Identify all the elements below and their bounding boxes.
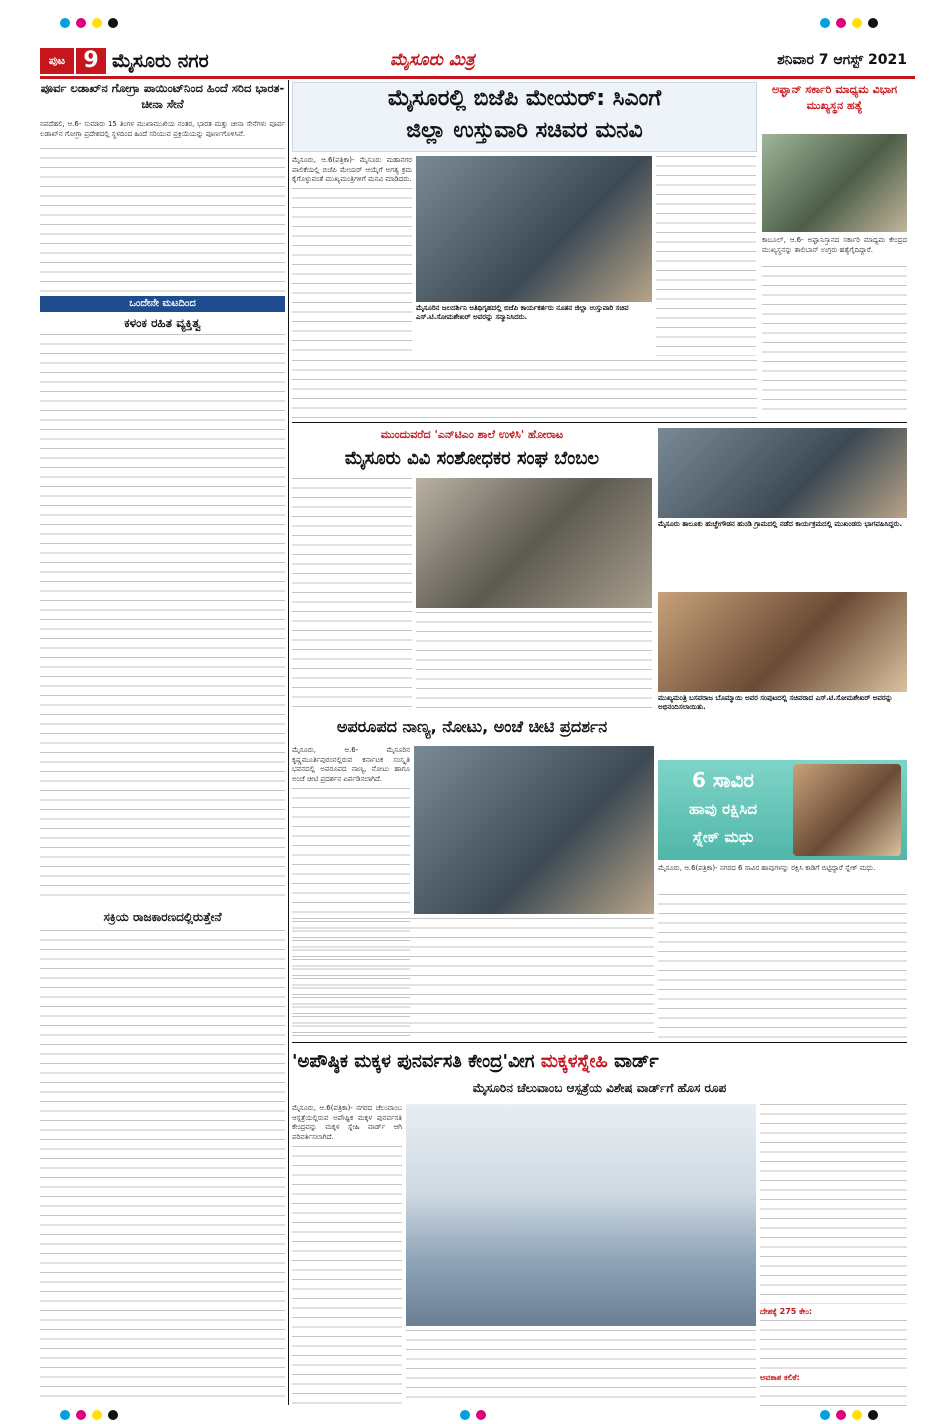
- bottom-headline-part-2: ಮಕ್ಕಳಸ್ನೇಹಿ: [540, 1051, 608, 1072]
- lead-body-col-1: [292, 188, 412, 356]
- column-divider: [288, 80, 289, 1405]
- researchers-kicker: ಮುಂದುವರೆದ 'ಎನ್‌ಟಿಎಂ ಶಾಲೆ ಉಳಿಸಿ' ಹೋರಾಟ: [380, 428, 564, 441]
- village-photo-caption: ಮೈಸೂರು ತಾಲೂಕು ಹುಚ್ಚೇಗೌಡನ ಹುಂಡಿ ಗ್ರಾಮದಲ್ಲಿ ನಡೆದ ಕಾರ್ಯಕ್ರಮದಲ್ಲಿ ಮುಖಂಡರು ಭಾಗವಹಿಸಿದ್ದರು.: [658, 520, 903, 528]
- magenta-mark: [476, 1410, 486, 1420]
- lead-dateline: ಮೈಸೂರು, ಆ.6(ಪತ್ರಿಕಾ)- ಮೈಸೂರು ಮಹಾನಗರ ಪಾಲಿಕೆಯಲ್ಲಿ ಬಿಜೆಪಿ ಮೇಯರ್ ಆಯ್ಕೆಗೆ ಅಗತ್ಯ ಕ್ರಮ ಕೈಗೊಳ್ಳುವಂತೆ ಮುಖ್ಯಮಂತ್ರಿಗಳಿಗೆ ಮನವಿ ಮಾಡಿದರು.: [292, 156, 412, 183]
- village-event-photo: [658, 428, 907, 518]
- issue-date: ಶನಿವಾರ 7 ಆಗಸ್ಟ್ 2021: [777, 52, 907, 68]
- paper-logo: ಮೈಸೂರು ಮಿತ್ರ: [390, 50, 475, 70]
- protest-photo: [416, 478, 652, 608]
- sidebar-body: [762, 266, 907, 418]
- cyan-mark: [460, 1410, 470, 1420]
- lead-body-col-3: [656, 156, 756, 356]
- bottom-body-col-3: [760, 1104, 907, 1304]
- page-tag: ಪುಟ: [40, 48, 74, 74]
- header-rule: [40, 76, 915, 79]
- bottom-box-label: [760, 1306, 907, 1318]
- registration-marks: [0, 0, 945, 40]
- lead-headline-line-1: ಮೈಸೂರಲ್ಲಿ ಬಿಜೆಪಿ ಮೇಯರ್: ಸಿಎಂಗೆ: [387, 86, 662, 111]
- bottom-body-col-1: [292, 1146, 402, 1406]
- bottom-headline-part-1: 'ಅಪೌಷ್ಠಿಕ ಮಕ್ಕಳ ಪುನರ್ವಸತಿ ಕೇಂದ್ರ'ವೀಗ: [292, 1051, 535, 1072]
- cyan-mark: [60, 1410, 70, 1420]
- snake-headline-2: ಹಾವು ರಕ್ಷಿಸಿದ: [688, 800, 758, 818]
- bottom-body-col-3b: [760, 1320, 907, 1370]
- section-title: ಮೈಸೂರು ನಗರ: [112, 50, 209, 72]
- exhibition-photo: [414, 746, 654, 914]
- box-label: ದೇಶಕ್ಕೆ 275 ಕೇಂ:: [760, 1307, 813, 1316]
- column-body-text: [40, 334, 285, 904]
- black-mark: [868, 18, 878, 28]
- bottom-subhead: ಮೈಸೂರಿನ ಚೆಲುವಾಂಬ ಆಸ್ಪತ್ರೆಯ ವಿಶೇಷ ವಾರ್ಡ್‌ಗೆ ಹೊಸ ರೂಪ: [472, 1081, 727, 1095]
- left-continuation-text: [40, 930, 285, 1405]
- page-number: 9: [76, 48, 106, 74]
- researchers-headline: ಮೈಸೂರು ವಿವಿ ಸಂಶೋಧಕರ ಸಂಘ ಬೆಂಬಲ: [344, 448, 600, 469]
- cyan-mark: [820, 18, 830, 28]
- sub-title: ಸಕ್ರಿಯ ರಾಜಕಾರಣದಲ್ಲಿರುತ್ತೇನೆ: [103, 910, 222, 924]
- yellow-mark: [852, 18, 862, 28]
- bottom-headline-part-3: ವಾರ್ಡ್: [614, 1051, 659, 1072]
- felicitation-photo: [658, 592, 907, 692]
- left-body-text: [40, 148, 285, 294]
- yellow-mark: [92, 1410, 102, 1420]
- bottom-dateline: ಮೈಸೂರು, ಆ.6(ಪತ್ರಿಕಾ)- ನಗರದ ಚೆಲುವಾಂಬ ಆಸ್ಪತ್ರೆಯಲ್ಲಿರುವ ಅಪೌಷ್ಟಿಕ ಮಕ್ಕಳ ಪುನರ್ವಸತಿ ಕೇಂದ್ರವನ್ನು ಮಕ್ಕಳ ಸ್ನೇಹಿ ವಾರ್ಡ್ ಆಗಿ ಪರಿವರ್ತಿಸಲಾಗಿದೆ.: [292, 1104, 402, 1141]
- cyan-mark: [60, 18, 70, 28]
- lead-body-bottom: [292, 360, 757, 418]
- snake-header-box: [658, 760, 907, 860]
- lead-headline-box: [292, 82, 757, 152]
- bottom-side-label: [760, 1372, 907, 1384]
- black-mark: [108, 1410, 118, 1420]
- exhibition-headline: ಅಪರೂಪದ ನಾಣ್ಯ, ನೋಟು, ಅಂಚೆ ಚೀಟಿ ಪ್ರದರ್ಶನ: [336, 717, 608, 736]
- sidebar-headline: ಅಫ್ಘಾನ್ ಸರ್ಕಾರಿ ಮಾಧ್ಯಮ ವಿಭಾಗ ಮುಖ್ಯಸ್ಥನ ಹತ್ಯೆ: [771, 83, 898, 112]
- side-label: ಅವಕಾಶ ಕಲಿಕೆ:: [760, 1373, 800, 1382]
- bottom-registration-marks: [0, 1408, 945, 1424]
- bottom-section-divider: [292, 1042, 907, 1043]
- cyan-mark: [820, 1410, 830, 1420]
- mayor-meeting-photo: [416, 156, 652, 302]
- lead-photo-caption: ಮೈಸೂರಿನ ಜಲದರ್ಶಿನಿ ಅತಿಥಿಗೃಹದಲ್ಲಿ ಬಿಜೆಪಿ ಕಾರ್ಯಕರ್ತರು ನೂತನ ಜಿಲ್ಲಾ ಉಸ್ತುವಾರಿ ಸಚಿವ ಎಸ್.ಟಿ.ಸೋಮಶೇಖರ್ ಅವರನ್ನು ಸನ್ಮಾನಿಸಿದರು.: [416, 304, 629, 321]
- snake-body: [658, 894, 907, 1038]
- snake-madhu-photo: [793, 764, 901, 856]
- page-header: [40, 48, 915, 76]
- yellow-mark: [92, 18, 102, 28]
- black-mark: [108, 18, 118, 28]
- magenta-mark: [836, 1410, 846, 1420]
- bottom-body-col-3c: [760, 1386, 907, 1406]
- bottom-body-col-2: [406, 1330, 756, 1406]
- lead-headline-line-2: ಜಿಲ್ಲಾ ಉಸ್ತುವಾರಿ ಸಚಿವರ ಮನವಿ: [406, 118, 643, 143]
- felicitation-photo-caption: ಮುಖ್ಯಮಂತ್ರಿ ಬಸವರಾಜ ಬೊಮ್ಮಾಯಿ ಅವರ ಸಂಪುಟದಲ್ಲಿ ಸಚಿವರಾದ ಎಸ್.ಟಿ.ಸೋಮಶೇಖರ್ ಅವರನ್ನು ಅಭಿನಂದಿಸಲಾಯಿತು.: [658, 694, 893, 711]
- sidebar-dateline: ಕಾಬೂಲ್, ಆ.6- ಅಫ್ಘಾನಿಸ್ತಾನದ ಸರ್ಕಾರಿ ಮಾಧ್ಯಮ ಕೇಂದ್ರದ ಮುಖ್ಯಸ್ಥನನ್ನು ತಾಲಿಬಾನ್ ಉಗ್ರರು ಹತ್ಯೆಗೈದಿದ್ದಾರೆ.: [762, 236, 907, 254]
- taliban-photo: [762, 134, 907, 232]
- exhibition-dateline: ಮೈಸೂರು, ಆ.6- ಮೈಸೂರಿನ ಕೃಷ್ಣಮೂರ್ತಿಪುರಂನಲ್ಲಿರುವ ಕರ್ನಾಟಕ ಸಂಸ್ಕೃತಿ ಭವನದಲ್ಲಿ ಅಪರೂಪದ ನಾಣ್ಯ, ನೋಟು ಹಾಗೂ ಅಂಚೆ ಚೀಟಿ ಪ್ರದರ್ಶನ ಏರ್ಪಡಿಸಲಾಗಿದೆ.: [292, 746, 410, 783]
- column-title: ಕಳಂಕ ರಹಿತ ವ್ಯಕ್ತಿತ್ವ: [124, 316, 201, 330]
- researchers-body-col-2: [416, 612, 652, 708]
- ward-photo: [406, 1104, 756, 1326]
- section-divider: [292, 422, 907, 423]
- snake-headline-3: ಸ್ನೇಕ್ ಮಧು: [692, 828, 754, 846]
- magenta-mark: [76, 1410, 86, 1420]
- left-lead: ನವದೆಹಲಿ, ಆ.6- ಸುಮಾರು 15 ತಿಂಗಳ ಮುಖಾಮುಖಿಯ ನಂತರ, ಭಾರತ ಮತ್ತು ಚೀನಾ ಸೇನೆಗಳು ಪೂರ್ವ ಲಡಾಖ್‌ನ ಗೋಗ್ರಾ ಪ್ರದೇಶದಲ್ಲಿ ಸ್ಥಳದಿಂದ ಹಿಂದೆ ಸರಿಯುವ ಪ್ರಕ್ರಿಯೆಯನ್ನು ಪೂರ್ಣಗೊಳಿಸಿವೆ.: [40, 120, 285, 138]
- left-headline: ಪೂರ್ವ ಲಡಾಖ್‌ನ ಗೋಗ್ರಾ ಪಾಯಿಂಟ್‌ನಿಂದ ಹಿಂದೆ ಸರಿದ ಭಾರತ-ಚೀನಾ ಸೇನೆ: [40, 81, 285, 111]
- snake-dateline: ಮೈಸೂರು, ಆ.6(ಪತ್ರಿಕಾ)- ನಗರದ 6 ಸಾವಿರ ಹಾವುಗಳನ್ನು ರಕ್ಷಿಸಿ ಕಾಡಿಗೆ ಬಿಟ್ಟಿದ್ದಾರೆ ಸ್ನೇಕ್ ಮಧು.: [658, 864, 876, 872]
- exhibition-body-bottom: [292, 918, 654, 1038]
- black-mark: [868, 1410, 878, 1420]
- researchers-body-col-1: [292, 478, 412, 708]
- bottom-headline: [292, 1046, 907, 1078]
- snake-headline-1: 6 ಸಾವಿರ: [691, 768, 755, 792]
- magenta-mark: [836, 18, 846, 28]
- column-bar: ಒಂದೇನೇ ಮಟದಿಂದ: [40, 296, 285, 312]
- magenta-mark: [76, 18, 86, 28]
- yellow-mark: [852, 1410, 862, 1420]
